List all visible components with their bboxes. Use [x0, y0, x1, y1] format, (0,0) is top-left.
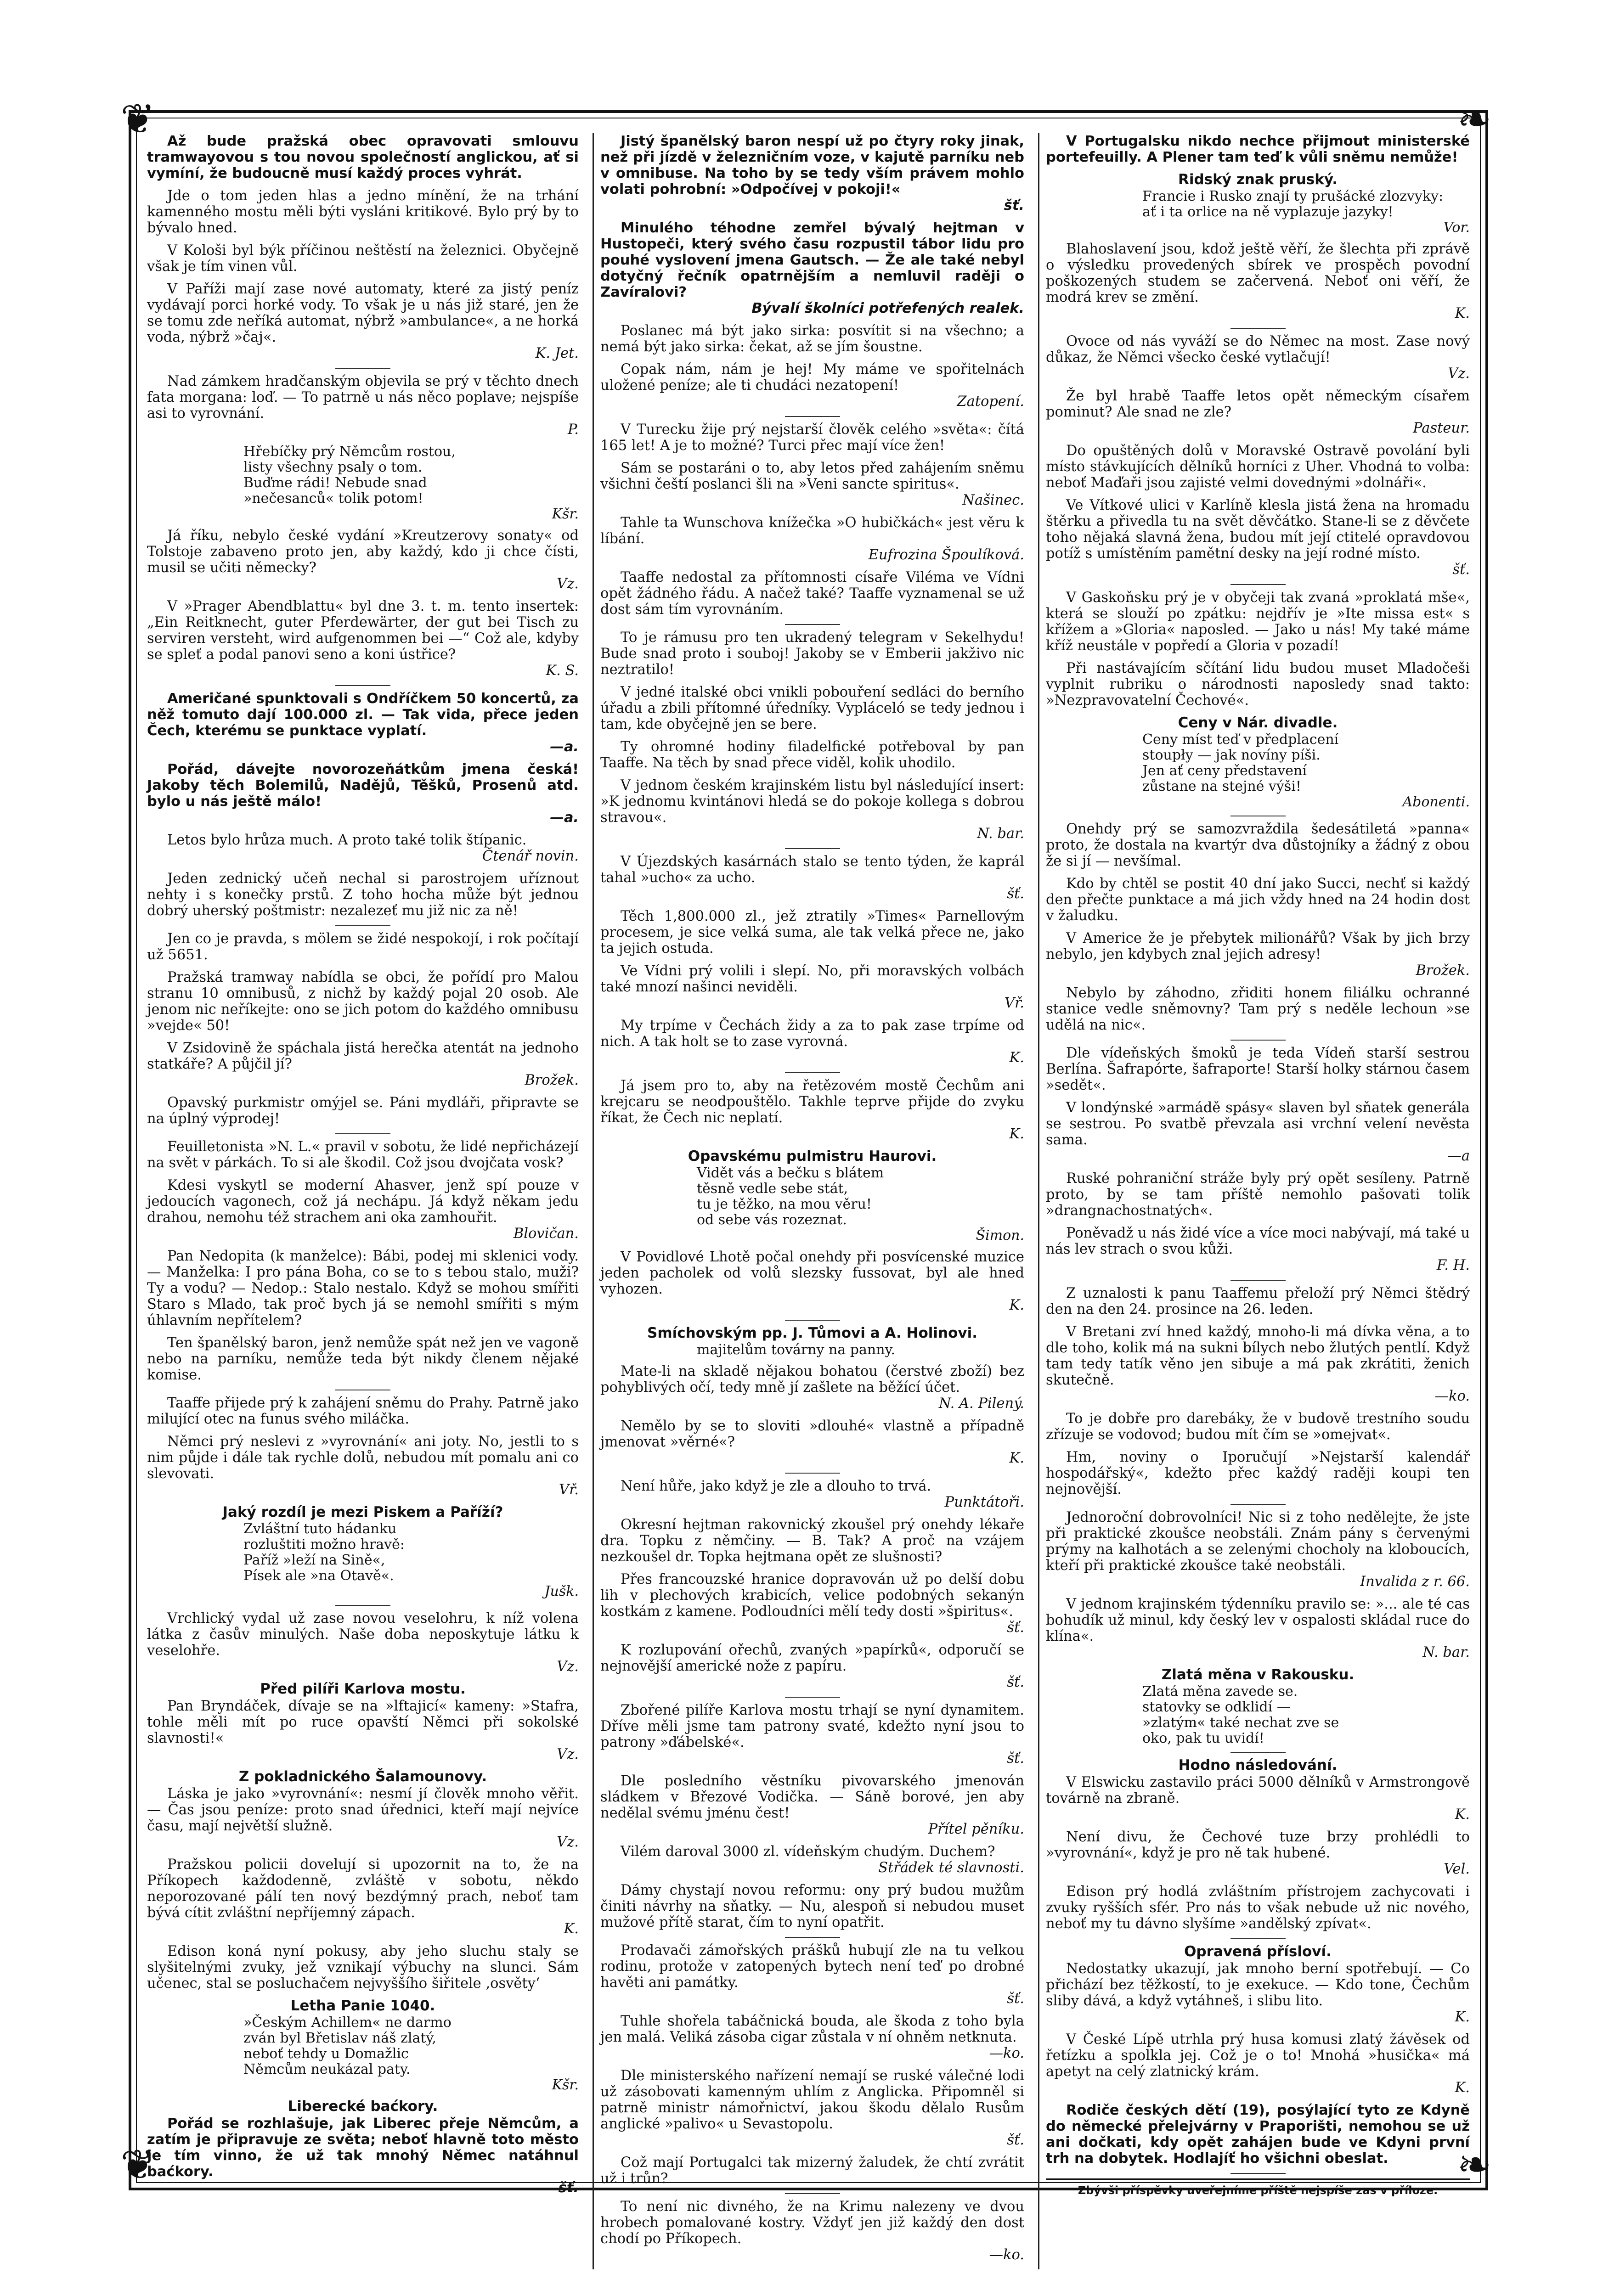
author-signature: Přítel pěníku.: [928, 1821, 1024, 1837]
news-item: [600, 1249, 1024, 1313]
news-item: [1046, 388, 1470, 436]
item-separator: [785, 2193, 840, 2194]
news-item-text: Přes francouzské hranice dopravován už po delší dobu lih v plechových krabicích, velice podobných sekanýn kostkám z kamene. Podloudníci mělí tedy dosti »špiritus«.: [600, 1571, 1024, 1620]
news-item-text: V Americe že je přebytek milionářů? Však by jich brzy nebylo, jen kdybych znal jejich adresy!: [1046, 930, 1470, 962]
news-item: [147, 969, 579, 1034]
author-signature: šť.: [1007, 1674, 1024, 1690]
news-item: [147, 1395, 579, 1427]
news-item: [1046, 1596, 1470, 1660]
article-heading: Zlatá měna v Rakousku.: [1161, 1666, 1355, 1683]
news-item: [147, 1095, 579, 1127]
news-item-text: Edison koná nyní pokusy, aby jeho sluchu staly se slyšitelnými zvuky, jež vznikají výbuchy na slunci. Sám učenec, stal se posluchačem nejvyššího šiřitele ‚osvěty‘: [147, 1943, 579, 1992]
news-item: [600, 323, 1024, 355]
author-signature: N. bar.: [977, 826, 1024, 842]
news-item: [147, 832, 579, 864]
item-separator: [785, 1072, 840, 1073]
news-item: [1046, 876, 1470, 924]
news-item-text: Tahle ta Wunschova knížečka »O hubičkách« jest věru k líbání.: [600, 515, 1024, 547]
news-item: [147, 373, 579, 438]
news-item-text: Edison prý hodlá zvláštním přístrojem zachycovati i zvuky ryšších sfér. Pro nás to však nebude už nic nového, neboť my tu dávno slyšíme »andělský zpívat«.: [1046, 1884, 1470, 1932]
article-heading: Liberecké baćkory.: [288, 2098, 438, 2115]
article-heading: Ceny v Nár. divadle.: [1178, 715, 1338, 731]
news-item: [147, 1698, 579, 1762]
news-item-text: Těch 1,800.000 zl., jež ztratily »Times« Parnellovým procesem, je sice velká suma, ale tak velká přece ne, jako ta jejich ostuda.: [600, 908, 1024, 957]
article-heading: Před pilíři Karlova mostu.: [260, 1681, 466, 1697]
author-signature: K. Jet.: [535, 345, 579, 361]
news-item-text: Vilém daroval 3000 zl. vídeňským chudým. Duchem?: [621, 1844, 995, 1860]
author-signature: šť.: [1007, 1620, 1024, 1636]
news-item: [147, 598, 579, 679]
news-item: [147, 1610, 579, 1675]
news-item: [600, 1078, 1024, 1142]
news-item-text: V Bretani zví hned každý, mnoho-li má dívka věna, a to dle toho, kolik má na sukni bílych nebo žlutých pentlí. Když tam tedy tatík věno jen sibuje a má pak zkrátiti, ženich skutečně.: [1046, 1324, 1470, 1388]
author-signature: K. S.: [546, 663, 579, 679]
news-item-text: V Újezdských kasárnách stalo se tento týden, že kaprál tahal »ucho« za ucho.: [600, 854, 1024, 886]
news-item: [1046, 1884, 1470, 1932]
item-separator: [335, 368, 390, 369]
item-separator: [785, 416, 840, 417]
article-heading: Letha Panie 1040.: [290, 1998, 435, 2014]
author-signature: K.: [1455, 2009, 1470, 2025]
news-item-text: Okresní hejtman rakovnický zkoušel prý onehdy lékaře dra. Topku z němčiny. — B. Tak? A proč na vzájem nezkoušel dr. Topka hejtmana opět ze slušnosti?: [600, 1517, 1024, 1565]
news-item: [600, 739, 1024, 771]
news-item: [147, 1786, 579, 1850]
news-item-text: Jednoroční dobrovolníci! Nic si z toho nedělejte, že jste při praktické zkoušce neobstáli. Znám pány s červenými prýmy na kalhotách a se zelenými chocholy na kloboucích, kteří při praktické zkoušce také neobstáli.: [1046, 1509, 1470, 1574]
news-item: [600, 2013, 1024, 2061]
news-item-text: Mate-li na skladě nějakou bohatou (čerstvé zboží) bez pohyblivých očí, tedy mně jí zašlete na běžící účet.: [600, 1363, 1024, 1396]
news-item: [600, 2068, 1024, 2148]
news-item: [1046, 241, 1470, 321]
news-item-text: Poslanec má být jako sirka: posvítit si na všechno; a nemá být jako sirka: čekat, až se jím šoustne.: [600, 323, 1024, 355]
news-item-text: Zbořené pilíře Karlova mostu trhají se nyní dynamitem. Dříve měli jsme tam patrony svaté, kdežto nyní jsou to patrony »ďábelské«.: [600, 1702, 1024, 1750]
news-item: [147, 931, 579, 963]
news-item-text: Pan Bryndáček, dívaje se na »lftajicí« kameny: »Stafra, tohle měli mít po ruce opavští Němci při sokolské slavnosti!«: [147, 1698, 579, 1746]
author-signature: Vz.: [557, 576, 579, 592]
news-item-text: Dle vídeňských šmoků je teda Vídeň starší sestrou Berlína. Šafrapórte, šafraporte! Starší holky stárnou časem »sedět«.: [1046, 1045, 1470, 1093]
author-signature: K.: [1009, 1450, 1024, 1466]
news-item-text: Pan Nedopita (k manželce): Bábi, podej mi sklenici vody. — Manželka: I pro pána Boha, co se to s tebou stalo, muži? Ty a vodu? — Nedop.: Stalo nestalo. Když se mohou smířiti Staro s Mlado, tak proč bych já se nemohl smířiti s mým úhlavním nepřítelem?: [147, 1248, 579, 1328]
news-item-text: Jde o tom jeden hlas a jedno mínění, že na trhání kamenného mostu měli býti vysláni kritikové. Bylo prý by to bývalo hned.: [147, 188, 579, 236]
news-item-text: To je dobře pro darebáky, že v budově trestního soudu zřízuje se vodovod; budou mít čím se »omejvat«.: [1046, 1411, 1470, 1443]
item-separator: [785, 1320, 840, 1321]
article-heading: Smíchovským pp. J. Tůmovi a A. Holinovi.: [647, 1325, 977, 1341]
news-item-text: Opavský purkmistr omýjel se. Páni mydláři, připravte se na úplný výprodej!: [147, 1095, 579, 1127]
author-signature: šť.: [1007, 1750, 1024, 1767]
news-item: [600, 133, 1024, 214]
news-item: [600, 1418, 1024, 1466]
author-signature: K.: [1455, 1806, 1470, 1823]
column-left: [147, 133, 579, 2269]
article-heading: Opravená přísloví.: [1184, 1943, 1332, 1960]
article-heading: Jaký rozdíl je mezi Piskem a Paříží?: [222, 1504, 503, 1520]
news-item-text: Až bude pražská obec opravovati smlouvu tramwayovou s tou novou společností anglickou, ať si vymíní, že budoucně musí každý proces vyhrát.: [147, 133, 579, 181]
news-item-text: Ovoce od nás vyváží se do Němec na most. Zase nový důkaz, že Němci všecko české vytlačují!: [1046, 333, 1470, 366]
news-item-text: Taaffe nedostal za přítomnosti císaře Viléma ve Vídni opět žádného řádu. A načež také? Taaffe vyznamenal se už dost sám tím vyrovnáním.: [600, 569, 1024, 618]
news-item: [600, 1478, 1024, 1510]
author-signature: šť.: [1007, 2132, 1024, 2148]
news-item-text: Poněvadž u nás židé více a více moci nabývají, má také u nás lev strach o svou kůži.: [1046, 1225, 1470, 1257]
news-item: [1046, 333, 1470, 382]
column-right: [1038, 133, 1470, 2269]
item-separator: [335, 925, 390, 926]
article-heading: Hodno následování.: [1178, 1757, 1338, 1773]
news-item-text: Ruské pohraniční stráže byly prý opět sesíleny. Patrně proto, by se tam příště nemohlo pašovati tolik »drangnachostnatých«.: [1046, 1171, 1470, 1219]
author-signature: Vz.: [1448, 366, 1470, 382]
news-item: [147, 1177, 579, 1242]
news-item: [600, 854, 1024, 902]
author-signature: Kšr.: [552, 506, 579, 522]
news-item-text: V jednom českém krajinském listu byl následující insert: »K jednomu kvintánovi hledá se do pokoje kollega s dobrou stravou«.: [600, 777, 1024, 826]
news-item-text: To není nic divného, že na Krimu nalezeny ve dvou hrobech pomalované kostry. Vždyť jen již každý den dost chodí po Příkopech.: [600, 2199, 1024, 2247]
author-signature: šť.: [1004, 197, 1024, 214]
author-signature: Abonenti.: [1402, 794, 1470, 810]
author-signature: —ko.: [989, 2045, 1024, 2061]
author-signature: Střádek té slavnosti.: [878, 1860, 1024, 1876]
news-item: [600, 908, 1024, 957]
news-item: [1046, 1285, 1470, 1317]
author-signature: K.: [1455, 2080, 1470, 2096]
verse-text: Ceny míst teď v předplacení stoupły — jak novíny píši. Jen ať ceny představení zůstane na stejné výši!: [1142, 732, 1339, 794]
verse-block: [697, 1342, 1024, 1358]
item-separator: [1230, 1938, 1286, 1939]
news-item: [1046, 1509, 1470, 1590]
author-signature: Blovičan.: [513, 1226, 579, 1242]
news-item-text: Letos bylo hrůza much. A proto také tolik štípanic.: [167, 832, 527, 848]
news-item-text: Hm, noviny o Iporučují »Nejstarší kalendář hospodářský«, kdežto přec každý raději koupi ten nejnovější.: [1046, 1449, 1470, 1497]
news-item: [147, 1248, 579, 1328]
news-item: [147, 242, 579, 275]
news-item: [147, 188, 579, 236]
news-item-text: V londýnské »armádě spásy« slaven byl sňatek generála se sestrou. Po svatbě převzala asi vrchní velení nevěsta sama.: [1046, 1100, 1470, 1148]
author-signature: —a.: [550, 810, 579, 826]
news-item: [600, 1942, 1024, 2007]
news-item: [600, 361, 1024, 410]
news-item: [1046, 1829, 1470, 1877]
verse-block: [1142, 189, 1470, 236]
news-item: [600, 963, 1024, 1011]
news-item-text: Vrchlický vydal už zase novou veselohru, k níž volena látka z časův minulých. Naše doba neposkytuje látku k veselohře.: [147, 1610, 579, 1659]
author-signature: K.: [1009, 1050, 1024, 1066]
item-separator: [785, 1937, 840, 1938]
author-signature: —a: [1447, 1148, 1470, 1164]
news-item-text: Což mají Portugalci tak mizerný žaludek, že chtí zvrátit už i trůn?: [600, 2155, 1024, 2187]
author-signature: Vz.: [557, 1659, 579, 1675]
news-item-text: V České Lípě utrhla prý husa komusi zlatý žávěsek od řetízku a spolkla jej. Což je o to! Mnohá »husička« má apetyt na celý zlatnický krám.: [1046, 2032, 1470, 2080]
news-item: [147, 528, 579, 592]
news-item-text: V Gaskoňsku prý je v obyčeji tak zvaná »proklatá mše«, která se slouží po zpátku: nejdřív je »Ite missa est« s křížem a »Gloria« naposled. — Jako u nás! My také máme kříž neustále v popředí a Gloria v pozadí!: [1046, 590, 1470, 654]
author-signature: K.: [564, 1921, 579, 1937]
author-signature: Eufrozina Špoulíková.: [868, 547, 1024, 563]
news-item: [1046, 985, 1470, 1033]
news-item: [1046, 1324, 1470, 1404]
column-middle: [593, 133, 1024, 2269]
news-item: [600, 515, 1024, 563]
item-separator: [1230, 328, 1286, 329]
author-signature: Šimon.: [976, 1227, 1024, 1244]
news-item: [1046, 590, 1470, 654]
author-signature: F. H.: [1436, 1257, 1470, 1273]
news-item-text: Že byl hrabě Taaffe letos opět německým císařem pominut? Ale snad ne zle?: [1046, 388, 1470, 420]
verse-text: Vidět vás a bečku s blátem těsně vedle sebe stát, tu je těžko, na mou věru! od sebe vás rozeznat.: [697, 1165, 884, 1228]
news-item-text: V jedné italské obci vnikli pobouření sedláci do berního úřadu a zbili přítomné úředníky. Vypláceló se tedy jednou i tam, kde obyčejně jen se bere.: [600, 684, 1024, 732]
news-item: [1046, 930, 1470, 979]
news-item-text: Z uznalosti k panu Taaffemu přeloží prý Němci štědrý den na den 24. prosince na 26. leden.: [1046, 1285, 1470, 1317]
news-item-text: Nebylo by záhodno, zřiditi honem filiálku ochranné stanice vedle sněmovny? Tam prý s neděle lechoun »se udělá na nic«.: [1046, 985, 1470, 1033]
news-item-text: Sám se postaráni o to, aby letos před zahájením sněmu všichni čeští poslanci šli na »Veni sancte spiritus«.: [600, 460, 1024, 492]
news-item-text: Tuhle shořela tabáčnická bouda, ale škoda z toho byla jen malá. Veliká zásoba cigar zůstala v ní ohněm netknuta.: [600, 2013, 1024, 2045]
news-item: [600, 630, 1024, 678]
news-item-text: Já říku, nebylo české vydání »Kreutzerovy sonaty« od Tolstoje zabaveno proto jen, aby každý, kdo ji chce čísti, musil se učiti německy?: [147, 528, 579, 576]
author-signature: šť.: [1452, 562, 1470, 578]
author-signature: Vř.: [1005, 995, 1024, 1011]
author-signature: —ko.: [1434, 1388, 1470, 1404]
author-signature: N. A. Pilený.: [938, 1396, 1024, 1412]
author-signature: Brožek.: [525, 1072, 579, 1088]
news-item: [600, 1844, 1024, 1876]
news-item: [600, 1571, 1024, 1636]
news-item-text: Láska je jako »vyrovnání«: nesmí jí člověk mnoho věřit. — Čas jsou peníze: proto snad úřednici, kteří mají nejvíce času, mají největší služně.: [147, 1786, 579, 1834]
news-item: [1046, 1961, 1470, 2025]
news-item: [600, 1018, 1024, 1066]
corner-ornament-bottom-right: ❧: [1457, 2141, 1492, 2189]
news-item-text: Blahoslavení jsou, kdož ještě věří, že šlechta při zprávě o výsledku provedených sbírek ve prospěch povodní poškozených studem se začervená. Neboť oni věří, že modrá krev se změní.: [1046, 241, 1470, 305]
news-item-text: Ten španělský baron, jenž nemůže spát než jen ve vagoně nebo na parníku, nemůže teda být nikdy členem nějaké komise.: [147, 1335, 579, 1383]
news-item: [600, 1773, 1024, 1837]
news-item-text: Nad zámkem hradčanským objevila se prý v těchto dnech fata morgana: loď. — To patrně u nás něco poplave; nejspíše asi to vyrovnání.: [147, 373, 579, 422]
footer-note: Zbývši příspěvky uveřejníme příště nejspíše zas v příloze.: [1078, 2184, 1438, 2197]
news-item-text: Kdesi vyskytl se moderní Ahasver, jenž spí pouze v jedoucích vagonech, což já nechápu. Já když někam jedu drahou, nemohu též strachem ani oka zamhouřit.: [147, 1177, 579, 1226]
news-item: [1046, 497, 1470, 578]
news-item: [600, 460, 1024, 508]
news-item: [147, 1943, 579, 1992]
news-item: [600, 1517, 1024, 1565]
item-separator: [1230, 1504, 1286, 1505]
item-separator: [335, 685, 390, 686]
item-separator: [335, 1605, 390, 1606]
news-item-text: Při nastávajícím sčítání lidu budou muset Mladočeši vyplnit rubriku o národnosti naposledy snad takto: »Nezpravovatelní Čechové«.: [1046, 660, 1470, 709]
news-item-text: Pražská tramway nabídla se obci, že pořídí pro Malou stranu 10 omnibusů, z nichž by každý pojal 20 osob. Ale jenom nic neříkejte: ono se jich potom do každého omnibusu »vejde« 50!: [147, 969, 579, 1034]
news-item-text: Němci prý neslevi z »vyrovnání« ani joty. No, jestli to s nim půjde i dále tak rychle dolů, nebudou mít pomalu ani co slevovati.: [147, 1434, 579, 1482]
news-item: [147, 1857, 579, 1937]
news-item-text: To je rámusu pro ten ukradený telegram v Sekelhydu! Bude snad proto i souboj! Jakoby se v Emberii jakživo nic neztratilo!: [600, 630, 1024, 678]
news-item-text: Dle ministerského nařízení nemají se ruské válečné lodi už zásobovati kamenným uhlím z Anglicka. Připomněl si patrně ministr námořnictví, jakou škodu dělalo Rusům anglické »palivo« u Sevastopolu.: [600, 2068, 1024, 2132]
news-item-text: Ve Vídni prý volili i slepí. No, při moravských volbách také mnozí našinci neviděli.: [600, 963, 1024, 995]
news-item-text: V Kološi byl býk příčinou neštěstí na železnici. Obyčejně však je tím vinen vůl.: [147, 242, 579, 275]
news-item-text: Není divu, že Čechové tuze brzy prohlédli to »vyrovnání«, když je pro ně tak hubené.: [1046, 1829, 1470, 1861]
news-item-text: Nedostatky ukazují, jak mnoho berní spotřebují. — Co přichází bez těžkostí, to je exekuce. — Kdo tone, Čechům sliby dává, a když vytáhneš, i slibu lito.: [1046, 1961, 1470, 2009]
news-item-text: Do opuštěných dolů v Moravské Ostravě povolání byli místo stávkujících dělníků horníci z Uher. Vhodná to volba: neboť Maďaři jsou zajisté velmi dovednými »dolnáři«.: [1046, 443, 1470, 491]
news-item: [600, 569, 1024, 618]
news-item: [147, 1139, 579, 1171]
author-signature: Čtenář novin.: [482, 848, 579, 864]
corner-ornament-top-right: ❧: [1457, 95, 1492, 143]
news-item: [147, 691, 579, 755]
news-item: [1046, 2102, 1470, 2167]
newspaper-columns: [147, 133, 1470, 2263]
author-signature: Punktátoři.: [944, 1494, 1024, 1510]
news-item: [147, 1434, 579, 1498]
news-item-text: V Portugalsku nikdo nechce přijmout ministerské portefeuilly. A Plener tam teď k vůli sněmu nemůže!: [1046, 133, 1470, 165]
news-item: [600, 777, 1024, 842]
news-item-text: Dámy chystají novou reformu: ony prý budou mužům činiti návrhy na sňatky. — Nu, alespoň si nebudou muset mužové přítě starat, čím to nyní opatřit.: [600, 1882, 1024, 1930]
author-signature: Našinec.: [962, 492, 1024, 508]
news-item-text: Já jsem pro to, aby na řetězovém mostě Čechům ani krejcaru se neodpouštělo. Takhle teprve přijde do zvyku říkat, že Čech nic neplatí.: [600, 1078, 1024, 1126]
verse-text: Hřebíčky prý Němcům rostou, listy všechny psaly o tom. Buďme rádi! Nebude snad »nečesanců« tolik potom!: [243, 444, 456, 506]
author-signature: Vz.: [557, 1746, 579, 1762]
verse-block: [243, 444, 579, 522]
verse-block: [243, 2015, 579, 2093]
news-item-text: Jeden zednický učeň nechal si parostrojem uříznout nehty i s konečky prstů. Z toho hocha může být jednou dobrý uherský poštmistr: nezalezeť mu již nic za ně!: [147, 871, 579, 919]
news-item: [1046, 1449, 1470, 1497]
news-item: [147, 2116, 579, 2196]
news-item: [1046, 1045, 1470, 1093]
item-separator: [335, 1133, 390, 1134]
article-heading: Opavskému pulmistru Haurovi.: [688, 1148, 937, 1165]
news-item-text: V Zsidovině že spáchala jistá herečka atentát na jednoho statkáře? A půjčil jí?: [147, 1040, 579, 1072]
item-separator: [1230, 1040, 1286, 1041]
author-signature: Bývalí školníci potřefených realek.: [751, 300, 1024, 316]
news-item: [600, 684, 1024, 732]
author-signature: K.: [1009, 1297, 1024, 1313]
news-item: [147, 761, 579, 826]
news-item-text: Není hůře, jako když je zle a dlouho to trvá.: [621, 1478, 931, 1494]
verse-text: Francie i Rusko znají ty prušácké zlozvyky: ať i ta orlice na ně vyplazuje jazyky!: [1142, 188, 1444, 220]
author-signature: —ko.: [989, 2247, 1024, 2263]
author-signature: N. bar.: [1422, 1644, 1470, 1660]
author-signature: K.: [1455, 305, 1470, 321]
news-item-text: V Elswicku zastavilo práci 5000 dělníků v Armstrongově továrně na zbraně.: [1046, 1774, 1470, 1806]
item-separator: [785, 1473, 840, 1474]
verse-text: Zlatá měna zavede se. statovky se odklidí — »zlatým« také nechat zve se oko, pak tu uvidí!: [1142, 1683, 1339, 1746]
news-item-text: Dle posledního věstníku pivovarského jmenován sládkem v Březové Vodička. — Sáně borové, jen aby nedělal svému jménu čest!: [600, 1773, 1024, 1821]
article-heading: Ridský znak pruský.: [1178, 171, 1338, 188]
news-item-text: V jednom krajinském týdenníku pravilo se: »... ale té cas bohudík už minul, kdy český lev v ospalosti skládal ruce do klína«.: [1046, 1596, 1470, 1644]
news-item-text: V Turecku žije prý nejstarší člověk celého »světa«: čítá 165 let! A je to možné? Turci přec mají více žen!: [600, 422, 1024, 454]
news-item: [600, 2199, 1024, 2263]
author-signature: Vz.: [557, 1834, 579, 1850]
news-item-text: V »Prager Abendblattu« byl dne 3. t. m. tento insertek: „Ein Reitknecht, guter Pferdewärter, der gut bei Tisch zu serviren versteht, wird aufgenommen bei —“ Což ale, kdyby se spleť a podal panovi seno a koni ústřice?: [147, 598, 579, 663]
news-item-text: Jistý španělský baron nespí už po čtyry roky jinak, než při jízdě v železničním voze, v kajutě parníku neb v omnibuse. Na toho by se tedy vším právem mohlo volati pohrobní: »Odpočívej v pokoji!«: [600, 133, 1024, 197]
item-separator: [785, 1697, 840, 1698]
news-item-text: Jen co je pravda, s mölem se židé nespokojí, i rok počítají už 5651.: [147, 931, 579, 963]
news-item: [147, 281, 579, 361]
author-signature: Vř.: [559, 1482, 579, 1498]
news-item: [600, 220, 1024, 316]
item-separator: [785, 848, 840, 849]
author-signature: Brožek.: [1416, 962, 1470, 979]
footer-rule: [1046, 2178, 1470, 2180]
verse-text: majitelům továrny na panny.: [697, 1342, 896, 1358]
news-item-text: Pořád se rozhlašuje, jak Liberec přeje Němcům, a zatím je připravuje ze světa; neboť hlavně toto město je tím vinno, že už tak mnohý Němec natáhnul baćkory.: [147, 2116, 579, 2180]
verse-block: [697, 1165, 1024, 1244]
news-item: [600, 1642, 1024, 1690]
news-item: [600, 1702, 1024, 1767]
news-item-text: Feuilletonista »N. L.« pravil v sobotu, že lidé nepřicházejí na svět v párkách. To si ale škodil. Což jsou dvojčata vosk?: [147, 1139, 579, 1171]
news-item-text: Ve Vítkové ulici v Karlíně klesla jistá žena na hromadu štěrku a přivedla tu na svět děvčátko. Stane-li se z děvčete toho nějaká slavná žena, budou mít její ctitelé opravdovou potíž s umístěním pamětní desky na její rodné místo.: [1046, 497, 1470, 562]
author-signature: Zatopení.: [957, 394, 1024, 410]
news-item: [1046, 2032, 1470, 2096]
news-item: [600, 422, 1024, 454]
news-item-text: K rozlupování ořechů, zvaných »papírků«, odporučí se nejnovější americké nože z papíru.: [600, 1642, 1024, 1674]
author-signature: Kšr.: [552, 2077, 579, 2093]
corner-ornament-bottom-left: ❦: [120, 2141, 155, 2189]
verse-text: Zvláštní tuto hádanku rozluštiti možno hravě: Paříž »leží na Sině«, Písek ale »na Otavě«.: [243, 1521, 405, 1584]
author-signature: Jušk.: [544, 1583, 579, 1599]
verse-block: [1142, 1684, 1470, 1746]
news-item: [600, 1363, 1024, 1412]
item-separator: [1230, 1752, 1286, 1753]
author-signature: šť.: [558, 2180, 579, 2196]
news-item-text: Copak nám, nám je hej! My máme ve spořitelnách uložené peníze; ale ti chudáci nezatopení!: [600, 361, 1024, 394]
news-item-text: Kdo by chtěl se postit 40 dní jako Succi, nechť si každý den přečte punktace a má jich vždy hned na 24 hodin dost v žaludku.: [1046, 876, 1470, 924]
news-item: [147, 133, 579, 181]
news-item: [600, 1882, 1024, 1930]
news-item: [147, 1040, 579, 1088]
news-item: [1046, 821, 1470, 869]
item-separator: [785, 624, 840, 625]
item-separator: [1230, 2173, 1286, 2174]
author-signature: šť.: [1007, 886, 1024, 902]
news-item-text: Prodavači zámořských prášků hubují zle na tu velkou rodinu, protože v zatopených bytech není teď po drobné havěti ani památky.: [600, 1942, 1024, 1991]
news-item: [1046, 133, 1470, 165]
news-item: [1046, 1411, 1470, 1443]
news-item: [1046, 1225, 1470, 1273]
news-item-text: Rodiče českých dětí (19), posýlající tyto ze Kdyně do německé přelejvárny v Praporišti, nemohou se už ani dočkati, kdy opět zahájen bude ve Kdyni první trh na dobytek. Hodlajíť ho všichni obeslat.: [1046, 2102, 1470, 2167]
news-item: [1046, 443, 1470, 491]
news-item-text: Pořád, dávejte novorozeňátkům jmena česká! Jakoby těch Bolemilů, Nadějů, Těšků, Prosenů atd. bylo u nás ještě málo!: [147, 761, 579, 810]
news-item-text: Pražskou policii dovelují si upozornit na to, že na Příkopech každodenně, zvláště v sobotu, někdo neporozované pálí ten nový bezdýmný prach, neboť tam bývá cítit zvláštní nepříjemný zápach.: [147, 1857, 579, 1921]
news-item-text: Nemělo by se to sloviti »dlouhé« vlastně a případně jmenovat »věrné«?: [600, 1418, 1024, 1450]
news-item-text: Ty ohromné hodiny filadelfické potřeboval by pan Taaffe. Na těch by snad přece viděl, kolik uhodilo.: [600, 739, 1024, 771]
news-item: [147, 871, 579, 919]
author-signature: Pasteur.: [1413, 420, 1470, 436]
item-separator: [1230, 1280, 1286, 1281]
news-item: [1046, 660, 1470, 709]
verse-block: [243, 1521, 579, 1599]
author-signature: Vor.: [1443, 219, 1470, 236]
corner-ornament-top-left: ❦: [120, 95, 155, 143]
author-signature: Invalida z r. 66.: [1360, 1574, 1470, 1590]
news-item: [1046, 1100, 1470, 1164]
item-separator: [1230, 584, 1286, 585]
news-item-text: V Paříži mají zase nové automaty, které za jistý peníz vydávají porci horké vody. To však je u nás již staré, jen že se tomu zde neříká automat, nýbrž »ambulance«, a ne horká voda, nýbrž »čaj«.: [147, 281, 579, 345]
news-item-text: Američané spunktovali s Ondříčkem 50 koncertů, za něž tomuto dají 100.000 zl. — Tak vida, přece jeden Čech, kterému se punktace vyplatí.: [147, 691, 579, 739]
news-item-text: Taaffe přijede prý k zahájení sněmu do Prahy. Patrně jako milující otec na funus svého miláčka.: [147, 1395, 579, 1427]
author-signature: šť.: [1007, 1991, 1024, 2007]
article-heading: Z pokladnického Šalamounovy.: [238, 1768, 487, 1785]
author-signature: —a.: [550, 739, 579, 755]
author-signature: K.: [1009, 1126, 1024, 1142]
news-item-text: Onehdy prý se samozvraždila šedesátiletá »panna« proto, že dostala na kvartýr dva důstojníky a žádný z obou že si jí — nevšímal.: [1046, 821, 1470, 869]
author-signature: Vel.: [1444, 1861, 1470, 1877]
news-item: [1046, 1171, 1470, 1219]
news-item-text: Minulého téhodne zemřel bývalý hejtman v Hustopeči, který svého času rozpustil tábor lidu pro pouhé vyslovení jmena Gautsch. — Že ale také nebyl dotyčný řečník opatrnějším a nemluvil raději o Zavíralovi?: [600, 220, 1024, 300]
news-item: [147, 1335, 579, 1383]
news-item: [600, 2155, 1024, 2187]
verse-text: »Českým Achillem« ne darmo zván byl Břetislav náš zlatý, neboť tehdy u Domažlic Němcům neukázal paty.: [243, 2015, 452, 2077]
news-item: [1046, 1774, 1470, 1823]
news-item-text: My trpíme v Čechách židy a za to pak zase trpíme od nich. A tak holt se to zase vyrovná.: [600, 1018, 1024, 1050]
verse-block: [1142, 732, 1470, 810]
news-item-text: V Povidlové Lhotě počal onehdy při posvícenské muzice jeden pacholek od volů slezsky fussovat, byl ale hned vyhozen.: [600, 1249, 1024, 1297]
author-signature: P.: [567, 422, 579, 438]
